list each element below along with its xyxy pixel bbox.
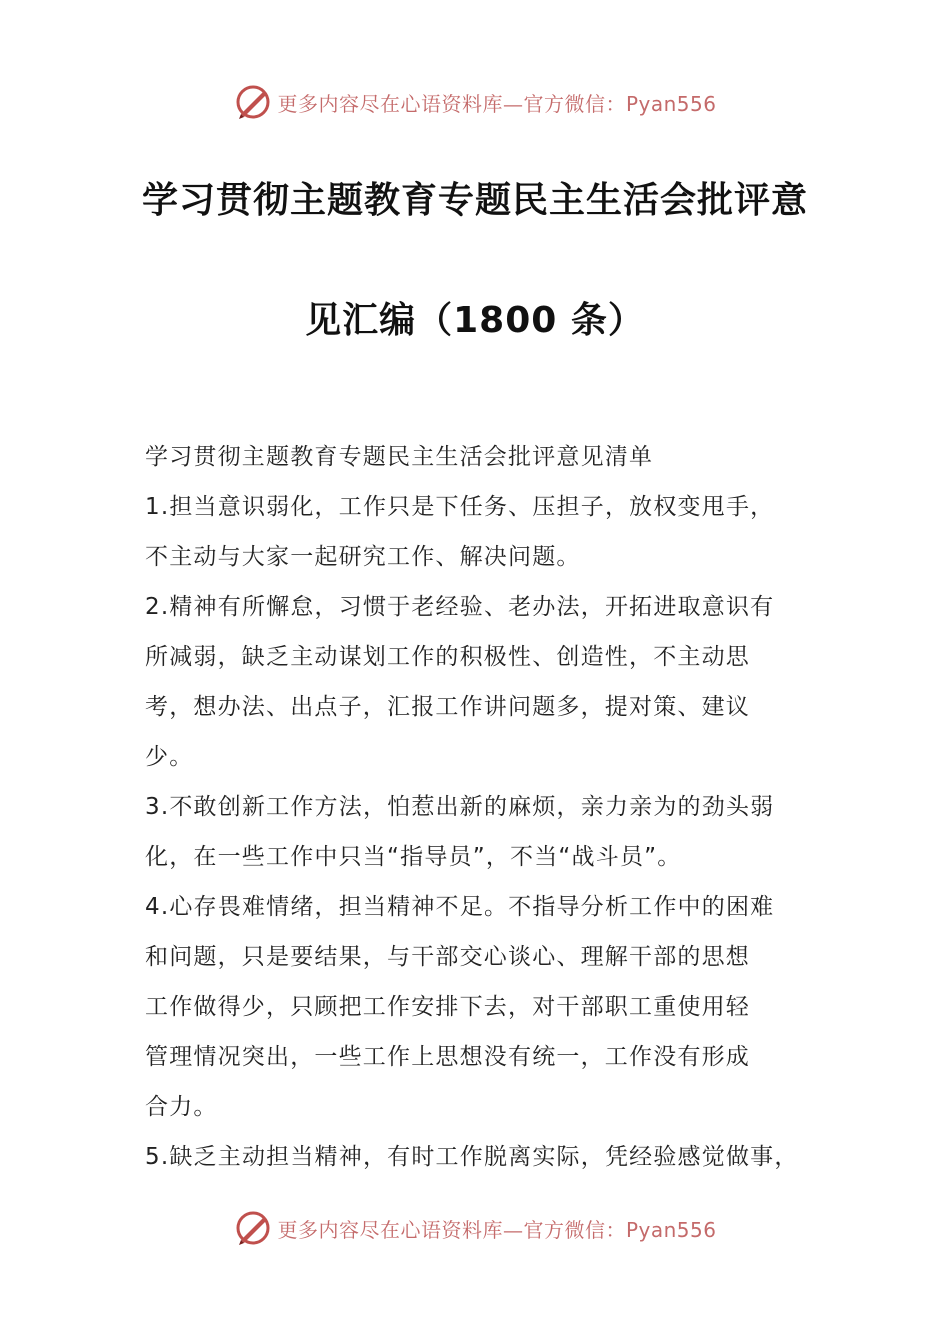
- header-banner: [0, 80, 950, 124]
- footer-banner: [0, 1206, 950, 1250]
- body-line: 2.精神有所懈怠，习惯于老经验、老办法，开拓进取意识有: [145, 594, 775, 620]
- pen-logo-icon: [233, 82, 273, 122]
- body-line: 所减弱，缺乏主动谋划工作的积极性、创造性，不主动思: [145, 644, 750, 670]
- body-line: 工作做得少，只顾把工作安排下去，对干部职工重使用轻: [145, 994, 750, 1020]
- document-body: [145, 432, 810, 1182]
- body-line: 化，在一些工作中只当“指导员”，不当“战斗员”。: [145, 844, 682, 870]
- document-title-line-1: 学习贯彻主题教育专题民主生活会批评意: [141, 180, 808, 221]
- body-line: 不主动与大家一起研究工作、解决问题。: [145, 544, 581, 570]
- banner-dash: —: [502, 1217, 524, 1242]
- pen-logo-icon: [233, 1208, 273, 1248]
- body-line: 合力。: [145, 1094, 218, 1120]
- body-line: 和问题，只是要结果，与干部交心谈心、理解干部的思想: [145, 944, 750, 970]
- body-line: 学习贯彻主题教育专题民主生活会批评意见清单: [145, 444, 654, 470]
- body-line: 4.心存畏难情绪，担当精神不足。不指导分析工作中的困难: [145, 894, 775, 920]
- banner-contact: 官方微信：Pyan556: [523, 1217, 717, 1242]
- document-title-line-2: 见汇编（1800 条）: [305, 300, 645, 341]
- body-line: 5.缺乏主动担当精神，有时工作脱离实际，凭经验感觉做事，: [145, 1144, 799, 1170]
- banner-text: 更多内容尽在心语资料库: [277, 91, 503, 116]
- banner-contact: 官方微信：Pyan556: [523, 91, 717, 116]
- body-line: 3.不敢创新工作方法，怕惹出新的麻烦，亲力亲为的劲头弱: [145, 794, 775, 820]
- banner-text: 更多内容尽在心语资料库: [277, 1217, 503, 1242]
- body-line: 考，想办法、出点子，汇报工作讲问题多，提对策、建议: [145, 694, 750, 720]
- body-line: 管理情况突出，一些工作上思想没有统一，工作没有形成: [145, 1044, 750, 1070]
- body-line: 1.担当意识弱化，工作只是下任务、压担子，放权变甩手，: [145, 494, 775, 520]
- banner-dash: —: [502, 91, 524, 116]
- body-line: 少。: [145, 744, 194, 770]
